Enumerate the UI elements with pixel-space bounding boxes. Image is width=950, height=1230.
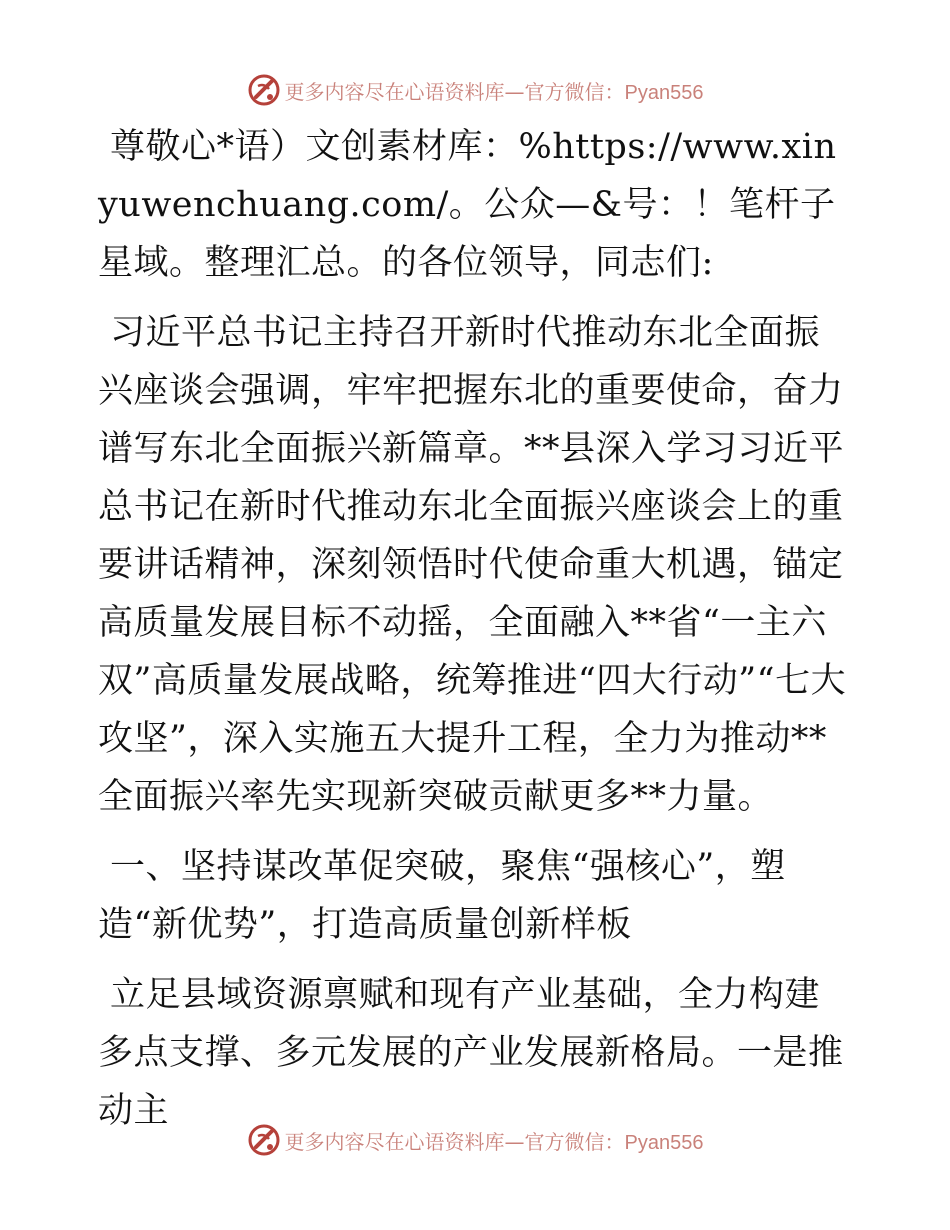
watermark-text (285, 76, 704, 105)
watermark-label: 更多内容尽在心语资料库—官方微信： (284, 1129, 625, 1154)
intro-paragraph: 尊敬心*语）文创素材库：%https://www.xinyuwenchuang.com/。公众—&号：！笔杆子星域。整理汇总。的各位领导，同志们: (98, 127, 837, 283)
header-watermark-banner (0, 70, 950, 110)
body-paragraph-2: 立足县域资源禀赋和现有产业基础，全力构建多点支撑、多元发展的产业发展新格局。一是推动主 (98, 975, 844, 1131)
footer-watermark-banner (0, 1120, 950, 1160)
document-body (98, 118, 850, 1140)
watermark-wechat-id: Pyan556 (624, 1131, 704, 1154)
body-paragraph-1: 习近平总书记主持召开新时代推动东北全面振兴座谈会强调，牢牢把握东北的重要使命，奋力谱写东北全面振兴新篇章。**县深入学习习近平总书记在新时代推动东北全面振兴座谈会上的重要讲话精神，深刻领悟时代使命重大机遇，锚定高质量发展目标不动摇，全面融入**省“一主六双”高质量发展战略，统筹推进“四大行动”“七大攻坚”，深入实施五大提升工程，全力为推动**全面振兴率先实现新突破贡献更多**力量。 (98, 313, 847, 817)
watermark-label: 更多内容尽在心语资料库—官方微信： (284, 79, 625, 104)
watermark-text (285, 1126, 704, 1155)
section-heading-1 (98, 838, 850, 954)
xinyu-logo-icon (247, 73, 281, 107)
section-heading-1-line-1: 一、坚持谋改革促突破，聚焦“强核心”，塑 (110, 847, 786, 887)
section-heading-1-line-2: 造“新优势”，打造高质量创新样板 (98, 905, 632, 945)
xinyu-logo-icon (247, 1123, 281, 1157)
watermark-wechat-id: Pyan556 (624, 81, 704, 104)
